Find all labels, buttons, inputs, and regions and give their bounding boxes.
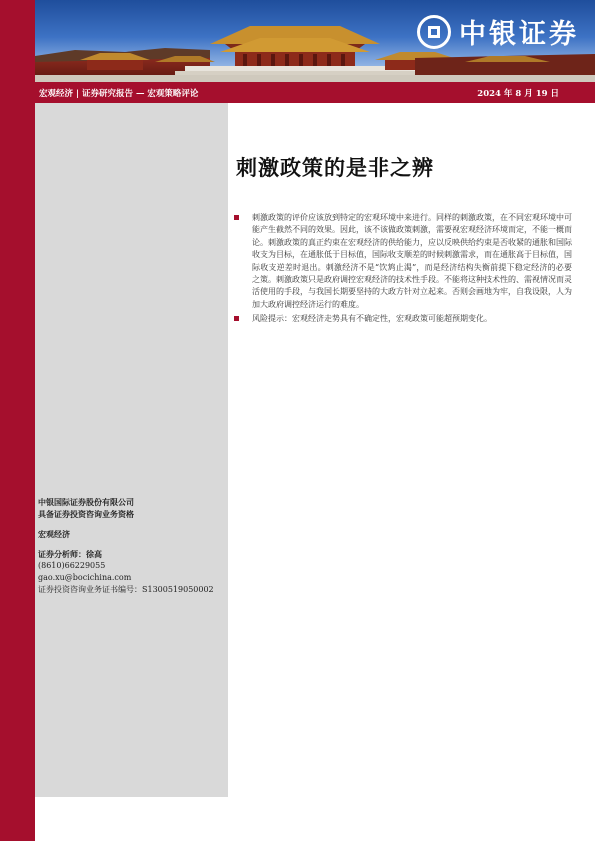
analyst-name: 证券分析师：徐高 xyxy=(38,549,102,559)
bullet-text: 风险提示：宏观经济走势具有不确定性，宏观政策可能超预期变化。 xyxy=(252,314,492,324)
left-sidebar xyxy=(35,103,228,797)
left-accent-strip xyxy=(0,0,35,841)
brand-name: 中银证券 xyxy=(459,19,579,50)
report-category: 宏观经济 | 证券研究报告 — 宏观策略评论 xyxy=(39,88,199,99)
sector-label: 宏观经济 xyxy=(38,529,70,539)
bullet-square-icon xyxy=(234,316,239,321)
analyst-info xyxy=(38,496,226,596)
bank-of-china-logo-icon xyxy=(417,15,451,49)
header-banner xyxy=(35,0,595,82)
bullet-square-icon xyxy=(234,215,239,220)
summary-bullet xyxy=(232,212,572,311)
analyst-phone: (8610)66229055 xyxy=(38,561,106,570)
brand-logo xyxy=(417,12,579,51)
license-text: 具备证券投资咨询业务资格 xyxy=(38,509,134,519)
category-bar xyxy=(35,82,595,103)
analyst-cert: 证券投资咨询业务证书编号：S1300519050002 xyxy=(38,585,214,594)
company-name: 中银国际证券股份有限公司 xyxy=(38,497,134,507)
report-date: 2024 年 8 月 19 日 xyxy=(477,88,559,99)
risk-bullet xyxy=(232,313,572,325)
summary-bullets xyxy=(232,212,572,328)
bullet-text: 刺激政策的评价应该放到特定的宏观环境中来进行。同样的刺激政策，在不同宏观环境中可能产生截然不同的效果。因此，该不该做政策刺激，需要视宏观经济环境而定，不能一概而论。刺激政策的真正约束在宏观经济的供给能力，应以反映供给约束是否收紧的通胀和国际收支为目标，在通胀低于目标值，国际收支顺差的时候刺激需求，而在通胀高于目标值，国际收支逆差时退出。刺激经济不是“饮鸩止渴”，而是经济结构失衡前提下稳定经济的必要之策。刺激政策只是政府调控宏观经济的技术性手段。不能将这种技术性的、需视情况而灵活使用的手段，与我国长期要坚持的大政方针对立起来。否则会画地为牢，自我设限，人为加大政府调控经济运行的难度。 xyxy=(252,213,572,309)
analyst-email[interactable]: gao.xu@bocichina.com xyxy=(38,573,132,582)
report-title: 刺激政策的是非之辨 xyxy=(236,155,434,180)
